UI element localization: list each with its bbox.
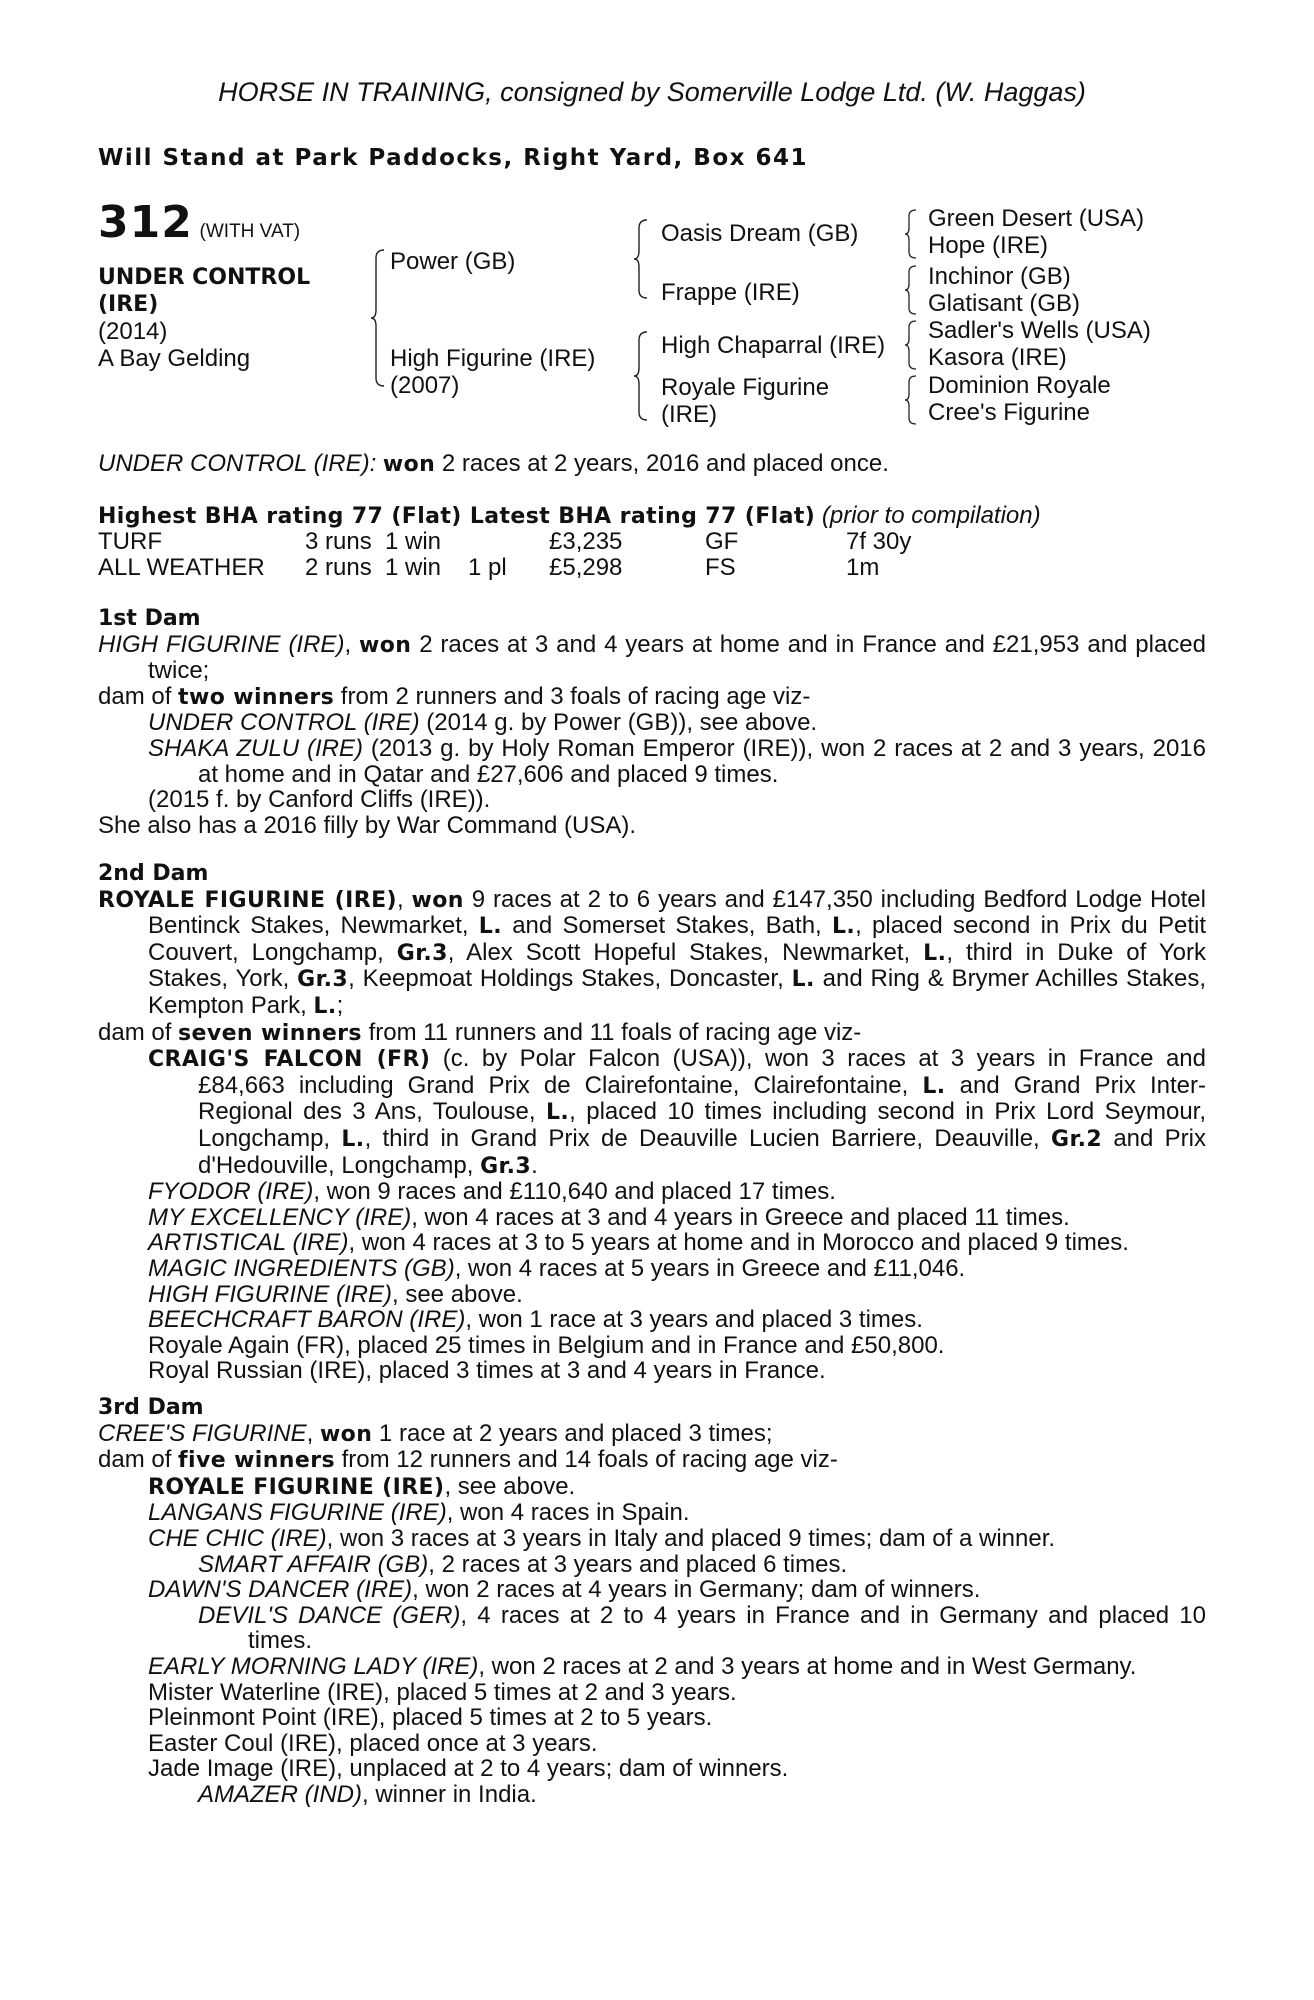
record-turf bbox=[98, 529, 1206, 555]
brace-ss bbox=[904, 208, 918, 260]
produce-entry: (2015 f. by Canford Cliffs (IRE)). bbox=[148, 786, 491, 814]
sss: Green Desert (USA) bbox=[928, 205, 1145, 232]
dds: Dominion Royale bbox=[928, 372, 1111, 399]
rating-text: Highest BHA rating 77 (Flat) Latest BHA rating 77 (Flat) bbox=[98, 504, 816, 529]
brace-ds bbox=[904, 319, 918, 371]
sds: Inchinor (GB) bbox=[928, 263, 1071, 290]
record-wins: 1 win bbox=[385, 528, 442, 555]
first-dam-record: HIGH FIGURINE (IRE), won 2 races at 3 and 4 years at home and in France and £21,953 and placed twice; bbox=[98, 630, 1206, 685]
ssd: Hope (IRE) bbox=[928, 232, 1049, 259]
produce-text: from 2 runners and 3 foals of racing age viz- bbox=[334, 682, 811, 710]
sire-sire: Oasis Dream (GB) bbox=[661, 220, 859, 247]
dam-dam-country: (IRE) bbox=[661, 401, 717, 428]
produce-entry: Jade Image (IRE), unplaced at 2 to 4 years; dam of winners. bbox=[148, 1755, 789, 1783]
horse-description: A Bay Gelding bbox=[98, 345, 251, 372]
horse-name-line1: UNDER CONTROL bbox=[98, 265, 311, 290]
summary-colon: : bbox=[369, 450, 377, 477]
also-note: She also has a 2016 filly by War Command (USA). bbox=[98, 811, 636, 839]
record-placed: 1 pl bbox=[468, 554, 507, 581]
grand-produce-entry: SMART AFFAIR (GB), 2 races at 3 years and placed 6 times. bbox=[198, 1550, 848, 1578]
second-dam-produce-summary: dam of seven winners from 11 runners and 11 foals of racing age viz- bbox=[98, 1018, 862, 1046]
grand-produce-entry: DEVIL'S DANCE (GER), 4 races at 2 to 4 years in France and in Germany and placed 10 times. bbox=[198, 1601, 1206, 1655]
vat-note: (WITH VAT) bbox=[199, 221, 301, 242]
second-dam-section bbox=[98, 861, 1206, 1384]
grand-produce-entry: AMAZER (IND), winner in India. bbox=[198, 1780, 537, 1808]
pedigree-brace-sire bbox=[633, 218, 649, 300]
dam-year: (2007) bbox=[390, 372, 460, 399]
dss: Sadler's Wells (USA) bbox=[928, 317, 1151, 344]
first-dam-text: 2 races at 3 and 4 years at home and in France and £21,953 and placed twice; bbox=[148, 630, 1206, 685]
race-summary bbox=[98, 451, 1206, 478]
bha-rating bbox=[98, 503, 1206, 530]
second-dam-name: ROYALE FIGURINE (IRE) bbox=[98, 887, 397, 913]
record-runs: 2 runs bbox=[305, 554, 372, 581]
produce-entry bbox=[98, 710, 1206, 736]
third-dam-produce-summary: dam of five winners from 12 runners and 14 foals of racing age viz- bbox=[98, 1446, 838, 1474]
record-going: GF bbox=[705, 528, 739, 555]
dam bbox=[390, 345, 595, 399]
foaling-year: (2014) bbox=[98, 318, 168, 345]
dam-name: High Figurine (IRE) bbox=[390, 345, 596, 372]
produce-text: (2013 g. by Holy Roman Emperor (IRE)), won 2 races at 2 and 3 years, 2016 at home and in Qatar and £27,606 and placed 9 times. bbox=[198, 734, 1206, 788]
dam-dam-name: Royale Figurine bbox=[661, 374, 830, 401]
horse-name bbox=[98, 264, 310, 318]
winner-count: five winners bbox=[178, 1448, 335, 1474]
produce-entry: ARTISTICAL (IRE), won 4 races at 3 to 5 years at home and in Morocco and placed 9 times. bbox=[148, 1229, 1129, 1257]
rating-note: (prior to compilation) bbox=[821, 502, 1041, 529]
won-label: won bbox=[359, 632, 412, 658]
produce-name: CRAIG'S FALCON (FR) bbox=[148, 1047, 431, 1073]
lot-number-line bbox=[98, 197, 301, 248]
dam-dam bbox=[661, 374, 829, 428]
produce-entry: CHE CHIC (IRE), won 3 races at 3 years in Italy and placed 9 times; dam of a winner. bbox=[148, 1524, 1056, 1552]
produce-entry: LANGANS FIGURINE (IRE), won 4 races in Spain. bbox=[148, 1499, 690, 1527]
dam-sire: High Chaparral (IRE) bbox=[661, 332, 886, 359]
third-dam-name: CREE'S FIGURINE bbox=[98, 1419, 307, 1447]
produce-name: UNDER CONTROL (IRE) bbox=[148, 709, 420, 737]
dsd: Kasora (IRE) bbox=[928, 344, 1067, 371]
record-prize: £5,298 bbox=[549, 554, 623, 581]
produce-entry: EARLY MORNING LADY (IRE), won 2 races at 2 and 3 years at home and in West Germany. bbox=[148, 1652, 1137, 1680]
dam-of: dam of bbox=[98, 682, 179, 710]
won-label: won bbox=[319, 1421, 373, 1447]
produce-name: SHAKA ZULU (IRE) bbox=[148, 734, 363, 762]
horse-meta bbox=[98, 318, 250, 372]
won-label: won bbox=[411, 887, 464, 913]
winner-count: two winners bbox=[178, 684, 335, 710]
winner-count: seven winners bbox=[178, 1020, 362, 1046]
produce-entry: CRAIG'S FALCON (FR) (c. by Polar Falcon (USA)), won 3 races at 3 years in France and £84,663 including Grand Prix de Clairefontaine, Clairefontaine, L. and Grand Prix Inter-Regional des 3 Ans, Toulouse, L., placed 10 times including second in Prix Lord Seymour, Longchamp, L., third in Grand Prix de Deauville Lucien Barriere, Deauville, Gr.2 and Prix d'Hedouville, Longchamp, Gr.3. bbox=[148, 1045, 1206, 1179]
sire-dam: Frappe (IRE) bbox=[661, 279, 800, 306]
produce-entry bbox=[98, 736, 1206, 787]
third-dam-section bbox=[98, 1395, 1206, 1808]
summary-text: 2 races at 2 years, 2016 and placed once. bbox=[435, 450, 889, 477]
record-going: FS bbox=[705, 554, 736, 581]
third-dam-record: CREE'S FIGURINE, won 1 race at 2 years and placed 3 times; bbox=[98, 1419, 773, 1447]
first-dam-section bbox=[98, 606, 1206, 838]
produce-entry: MAGIC INGREDIENTS (GB), won 4 races at 5 years in Greece and £11,046. bbox=[148, 1254, 966, 1282]
produce-entry: HIGH FIGURINE (IRE), see above. bbox=[148, 1280, 523, 1308]
produce-entry: Pleinmont Point (IRE), placed 5 times at 2 to 5 years. bbox=[148, 1704, 713, 1732]
pedigree-brace-dam bbox=[633, 330, 649, 422]
produce-entry: Royale Again (FR), placed 25 times in Belgium and in France and £50,800. bbox=[148, 1331, 945, 1359]
record-wins: 1 win bbox=[385, 554, 442, 581]
second-dam-record: ROYALE FIGURINE (IRE), won 9 races at 2 to 6 years and £147,350 including Bedford Lodge Hotel Bentinck Stakes, Newmarket, L. and Somerset Stakes, Bath, L., placed second in Prix du Petit Couvert, Longchamp, Gr.3, Alex Scott Hopeful Stakes, Newmarket, L., third in Duke of York Stakes, York, Gr.3, Keepmoat Holdings Stakes, Doncaster, L. and Ring & Brymer Achilles Stakes, Kempton Park, L.; bbox=[98, 885, 1206, 1019]
produce-entry: BEECHCRAFT BARON (IRE), won 1 race at 3 years and placed 3 times. bbox=[148, 1306, 923, 1334]
produce-entry: MY EXCELLENCY (IRE), won 4 races at 3 and 4 years in Greece and placed 11 times. bbox=[148, 1203, 1070, 1231]
record-distance: 1m bbox=[846, 554, 880, 581]
produce-entry: FYODOR (IRE), won 9 races and £110,640 and placed 17 times. bbox=[148, 1178, 836, 1206]
sdd: Glatisant (GB) bbox=[928, 290, 1081, 317]
produce-entry: Royal Russian (IRE), placed 3 times at 3 and 4 years in France. bbox=[148, 1357, 826, 1385]
record-all-weather bbox=[98, 555, 1206, 581]
record-prize: £3,235 bbox=[549, 528, 623, 555]
record-distance: 7f 30y bbox=[846, 528, 912, 555]
stand-location: Will Stand at Park Paddocks, Right Yard, Box 641 bbox=[98, 145, 808, 171]
page-header: HORSE IN TRAINING, consigned by Somerville Lodge Ltd. (W. Haggas) bbox=[218, 77, 1086, 107]
lot-number: 312 bbox=[98, 197, 193, 248]
pedigree-brace-main bbox=[370, 248, 386, 388]
second-dam-title: 2nd Dam bbox=[98, 861, 209, 886]
produce-entry: Mister Waterline (IRE), placed 5 times at 2 and 3 years. bbox=[148, 1678, 737, 1706]
first-dam-title: 1st Dam bbox=[98, 606, 201, 631]
brace-dd bbox=[904, 374, 918, 426]
record-surface: TURF bbox=[98, 528, 162, 555]
ddd: Cree's Figurine bbox=[928, 399, 1090, 426]
summary-won: won bbox=[382, 452, 436, 477]
first-dam-produce-summary bbox=[98, 684, 1206, 711]
produce-entry: ROYALE FIGURINE (IRE), see above. bbox=[148, 1472, 576, 1500]
summary-horse-name: UNDER CONTROL (IRE) bbox=[98, 450, 370, 477]
produce-text: (2014 g. by Power (GB)), see above. bbox=[419, 709, 818, 737]
produce-entry: Easter Coul (IRE), placed once at 3 years. bbox=[148, 1729, 598, 1757]
produce-entry: DAWN'S DANCER (IRE), won 2 races at 4 years in Germany; dam of winners. bbox=[148, 1576, 981, 1604]
first-dam-name: HIGH FIGURINE (IRE) bbox=[98, 630, 345, 658]
sire: Power (GB) bbox=[390, 248, 516, 275]
brace-sd bbox=[904, 264, 918, 316]
horse-name-line2: (IRE) bbox=[98, 292, 159, 317]
record-runs: 3 runs bbox=[305, 528, 372, 555]
third-dam-title: 3rd Dam bbox=[98, 1395, 204, 1420]
record-surface: ALL WEATHER bbox=[98, 554, 265, 581]
